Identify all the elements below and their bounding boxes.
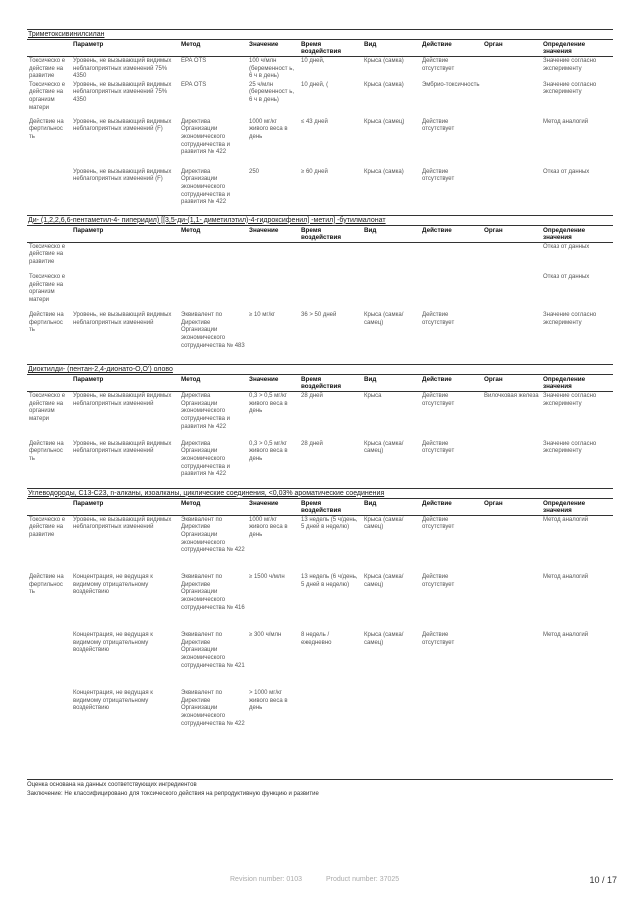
cell-exposure <box>299 242 362 273</box>
header-effect: Действие <box>422 499 452 507</box>
cell-value: ≥ 300 ч/млн <box>249 632 282 639</box>
table-header-row <box>27 498 613 515</box>
header-exposure-time: Время воздействия <box>301 499 342 514</box>
header-determination: Определение значения <box>543 41 586 55</box>
cell-method: EPA OTS <box>181 58 207 64</box>
cell-organ <box>482 440 541 488</box>
cell-species <box>362 689 420 747</box>
cell-endpoint <box>27 168 71 215</box>
cell-organ <box>482 273 541 311</box>
header-exposure-time: Время воздействия <box>301 41 342 55</box>
cell-parameter: Уровень, не вызывающий видимых неблагоприятных изменений (F) <box>73 118 172 133</box>
page-footer <box>0 876 637 890</box>
cell-species: Крыса (самка/самец) <box>364 440 404 455</box>
revision-number: Revision number: 0103 <box>230 876 302 883</box>
note-conclusion: Заключение: Не классифицировано для токсического действия на репродуктивную функцию и развитие <box>27 791 319 797</box>
cell-determination: Значение согласно эксперименту <box>543 312 597 326</box>
cell-parameter: Уровень, не вызывающий видимых неблагоприятных изменений <box>73 440 172 455</box>
cell-method: Директива Организации экономического сотрудничества и развития № 422 <box>181 393 230 430</box>
cell-species: Крыса (самка/самец) <box>364 574 404 588</box>
cell-effect: Эмбрио-токсичность <box>422 81 480 88</box>
cell-effect: Действие отсутствует <box>422 393 455 407</box>
cell-endpoint: Действие на фертильнос ть <box>29 118 64 140</box>
cell-parameter: Уровень, не вызывающий видимых неблагоприятных изменений 75% 4350 <box>73 81 172 103</box>
cell-parameter: Уровень, не вызывающий видимых неблагоприятных изменений 75% 4350 <box>73 58 172 80</box>
table-header-row <box>27 225 613 242</box>
cell-exposure: ≤ 43 дней <box>301 118 328 125</box>
cell-endpoint: Токсическо е действие на развитие <box>29 243 66 265</box>
header-effect: Действие <box>422 226 452 234</box>
cell-exposure: 13 недель (5 ч/день, 5 дней в неделю) <box>301 516 358 531</box>
product-number: Product number: 37025 <box>326 876 400 883</box>
cell-species: Крыса (самец) <box>364 118 405 125</box>
table-row <box>27 118 613 168</box>
cell-parameter <box>71 242 179 273</box>
cell-determination: Отказ от данных <box>543 168 590 175</box>
header-empty <box>27 375 71 392</box>
data-table <box>27 374 613 488</box>
header-value: Значение <box>249 41 279 48</box>
cell-parameter: Уровень, не вызывающий видимых неблагоприятных изменений <box>73 393 172 407</box>
header-value: Значение <box>249 499 279 507</box>
cell-value: 1000 мг/кг живого веса в день <box>249 516 288 538</box>
cell-determination: Метод аналогий <box>543 118 589 125</box>
cell-organ <box>482 515 541 573</box>
cell-method: Директива Организации экономического сотрудничества и развития № 422 <box>181 168 230 206</box>
table-row <box>27 168 613 215</box>
note-basis: Оценка основана на данных соответствующих ингредиентов <box>27 782 197 788</box>
cell-exposure: 13 недель (6 ч/день, 5 дней в неделю) <box>301 574 358 588</box>
cell-endpoint: Действие на фертильнос ть <box>29 574 64 596</box>
header-empty <box>27 498 71 515</box>
cell-effect: Действие отсутствует <box>422 440 455 455</box>
cell-parameter: Концентрация, не ведущая к видимому отрицательному воздействию <box>73 574 153 596</box>
cell-determination: Значение согласно эксперименту <box>543 58 597 72</box>
cell-value <box>247 273 299 311</box>
table-row <box>27 689 613 747</box>
cell-parameter: Уровень, не вызывающий видимых неблагоприятных изменений <box>73 516 172 531</box>
table-header-row <box>27 40 613 57</box>
header-method: Метод <box>181 226 201 234</box>
data-table <box>27 39 613 215</box>
cell-organ: Вилочковая железа <box>484 393 539 400</box>
cell-exposure <box>299 273 362 311</box>
section-hydrocarbons <box>27 488 613 748</box>
cell-value: 250 <box>249 168 260 175</box>
cell-determination: Метод аналогий <box>543 632 589 639</box>
cell-exposure: 8 недель / ежедневно <box>301 632 332 646</box>
header-species: Вид <box>364 499 377 507</box>
assessment-notes <box>27 779 613 799</box>
data-table <box>27 498 613 748</box>
cell-value: ≥ 10 мг/кг <box>249 312 276 319</box>
cell-determination: Метод аналогий <box>543 516 589 523</box>
header-method: Метод <box>181 41 201 48</box>
cell-species: Крыса (самка/самец) <box>364 516 404 531</box>
section-title: Диоктилди- (пентан-2,4-дионато-O,O') олово <box>28 366 173 374</box>
cell-method: Эквивалент по Директиве Организации экономического сотрудничества № 483 <box>181 312 245 349</box>
table-row <box>27 631 613 689</box>
cell-effect: Действие отсутствует <box>422 574 455 588</box>
section-title: Ди- (1,2,2,6,6-пентаметил-4- пиперидил) [[3,5-ди-(1,1- диметилэтил)-4-гидроксифенил] -метил] -бутилмалонат <box>28 216 386 224</box>
cell-parameter: Уровень, не вызывающий видимых неблагоприятных изменений (F) <box>73 168 172 183</box>
header-exposure-time: Время воздействия <box>301 376 342 391</box>
header-method: Метод <box>181 376 201 384</box>
toxicity-tables <box>27 29 613 747</box>
cell-effect <box>420 273 482 311</box>
cell-endpoint: Токсическо е действие на развитие <box>29 58 66 80</box>
table-row <box>27 573 613 631</box>
cell-effect <box>420 242 482 273</box>
cell-determination: Отказ от данных <box>543 243 590 250</box>
cell-species: Крыса (самка/самец) <box>364 632 404 646</box>
header-empty <box>27 40 71 57</box>
header-organ: Орган <box>484 376 503 384</box>
cell-exposure: 36 > 50 дней <box>301 312 337 319</box>
cell-effect <box>420 689 482 747</box>
cell-organ <box>482 81 541 118</box>
table-row <box>27 440 613 488</box>
header-exposure-time: Время воздействия <box>301 226 342 241</box>
header-determination: Определение значения <box>543 376 586 391</box>
header-method: Метод <box>181 499 201 507</box>
cell-exposure: 28 дней <box>301 440 323 447</box>
cell-parameter: Концентрация, не ведущая к видимому отрицательному воздействию <box>73 632 153 654</box>
header-species: Вид <box>364 226 377 234</box>
section-dioctyltin <box>27 364 613 488</box>
cell-endpoint: Токсическо е действие на организм матери <box>29 81 66 111</box>
cell-exposure: 28 дней <box>301 393 323 400</box>
page-number: 10 / 17 <box>589 875 617 885</box>
cell-determination: Значение согласно эксперименту <box>543 440 597 455</box>
cell-value: 100 ч/млн (беременност ь, 6 ч в день) <box>249 58 295 80</box>
header-parameter: Параметр <box>73 376 104 384</box>
cell-effect: Действие отсутствует <box>422 632 455 646</box>
cell-species: Крыса <box>364 393 382 400</box>
cell-value <box>247 242 299 273</box>
cell-effect: Действие отсутствует <box>422 516 455 531</box>
table-row <box>27 273 613 311</box>
cell-determination: Значение согласно эксперименту <box>543 393 597 407</box>
data-table <box>27 225 613 365</box>
cell-value: 0,3 > 0,5 мг/кг живого веса в день <box>249 393 288 415</box>
cell-method: EPA OTS <box>181 81 207 88</box>
cell-parameter <box>71 273 179 311</box>
cell-species: Крыса (самка) <box>364 81 404 88</box>
header-organ: Орган <box>484 499 503 507</box>
cell-endpoint: Токсическо е действие на развитие <box>29 516 66 538</box>
cell-exposure: 10 дней, ( <box>301 81 329 88</box>
cell-method <box>179 242 247 273</box>
header-effect: Действие <box>422 376 452 384</box>
cell-endpoint <box>27 689 71 747</box>
table-header-row <box>27 375 613 392</box>
cell-organ <box>482 689 541 747</box>
cell-effect: Действие отсутствует <box>422 168 455 183</box>
cell-method: Директива Организации экономического сотрудничества и развития № 422 <box>181 440 230 478</box>
table-row <box>27 515 613 573</box>
cell-organ <box>482 242 541 273</box>
cell-method: Эквивалент по Директиве Организации экономического сотрудничества № 422 <box>181 690 245 727</box>
cell-endpoint: Токсическо е действие на организм матери <box>29 274 66 304</box>
cell-endpoint: Действие на фертильнос ть <box>29 312 64 334</box>
cell-parameter: Концентрация, не ведущая к видимому отрицательному воздействию <box>73 690 153 712</box>
header-value: Значение <box>249 376 279 384</box>
cell-species <box>362 273 420 311</box>
cell-method: Директива Организации экономического сотрудничества и развития № 422 <box>181 118 230 156</box>
cell-effect: Действие отсутствует <box>422 58 455 72</box>
cell-method: Эквивалент по Директиве Организации экономического сотрудничества № 421 <box>181 632 245 669</box>
cell-value: 1000 мг/кг живого веса в день <box>249 118 288 140</box>
header-parameter: Параметр <box>73 41 104 48</box>
cell-organ <box>482 57 541 81</box>
table-row <box>27 311 613 364</box>
cell-method: Эквивалент по Директиве Организации экономического сотрудничества № 416 <box>181 574 245 611</box>
cell-exposure: ≥ 60 дней <box>301 168 328 175</box>
section-butylmalonate <box>27 215 613 365</box>
cell-determination: Метод аналогий <box>543 574 589 581</box>
header-empty <box>27 225 71 242</box>
header-value: Значение <box>249 226 279 234</box>
header-parameter: Параметр <box>73 226 104 234</box>
header-organ: Орган <box>484 41 503 48</box>
cell-effect: Действие отсутствует <box>422 118 455 133</box>
cell-effect: Действие отсутствует <box>422 312 455 326</box>
cell-organ <box>482 118 541 168</box>
header-determination: Определение значения <box>543 226 586 241</box>
cell-value: ≥ 1500 ч/млн <box>249 574 285 581</box>
table-row <box>27 242 613 273</box>
cell-exposure <box>299 689 362 747</box>
section-trimethoxyvinylsilane <box>27 29 613 215</box>
cell-method <box>179 273 247 311</box>
cell-endpoint: Токсическо е действие на организм матери <box>29 393 66 423</box>
cell-value: 25 ч/млн (беременност ь, 6 ч в день) <box>249 81 295 103</box>
table-row <box>27 392 613 440</box>
cell-determination: Значение согласно эксперименту <box>543 81 597 96</box>
cell-value: > 1000 мг/кг живого веса в день <box>249 690 288 712</box>
cell-determination <box>541 689 613 747</box>
cell-species <box>362 242 420 273</box>
table-row <box>27 57 613 81</box>
header-organ: Орган <box>484 226 503 234</box>
cell-method: Эквивалент по Директиве Организации экономического сотрудничества № 422 <box>181 516 245 554</box>
cell-value: 0,3 > 0,5 мг/кг живого веса в день <box>249 440 288 462</box>
section-title: Углеводороды, C13-C23, n-алканы, изоалканы, циклические соединения, <0,03% ароматические соединения <box>28 489 385 497</box>
cell-species: Крыса (самка/самец) <box>364 312 404 326</box>
cell-organ <box>482 168 541 215</box>
header-determination: Определение значения <box>543 499 586 514</box>
cell-organ <box>482 631 541 689</box>
section-title: Триметоксивинилсилан <box>28 31 105 38</box>
cell-determination: Отказ от данных <box>543 274 590 281</box>
table-row <box>27 81 613 118</box>
cell-organ <box>482 573 541 631</box>
header-parameter: Параметр <box>73 499 104 507</box>
cell-species: Крыса (самка) <box>364 58 404 64</box>
cell-endpoint: Действие на фертильнос ть <box>29 440 64 462</box>
header-effect: Действие <box>422 41 452 48</box>
cell-exposure: 10 дней, <box>301 58 325 64</box>
cell-endpoint <box>27 631 71 689</box>
cell-parameter: Уровень, не вызывающий видимых неблагоприятных изменений <box>73 312 172 326</box>
header-species: Вид <box>364 376 377 384</box>
header-species: Вид <box>364 41 377 48</box>
cell-organ <box>482 311 541 364</box>
cell-species: Крыса (самка) <box>364 168 404 175</box>
